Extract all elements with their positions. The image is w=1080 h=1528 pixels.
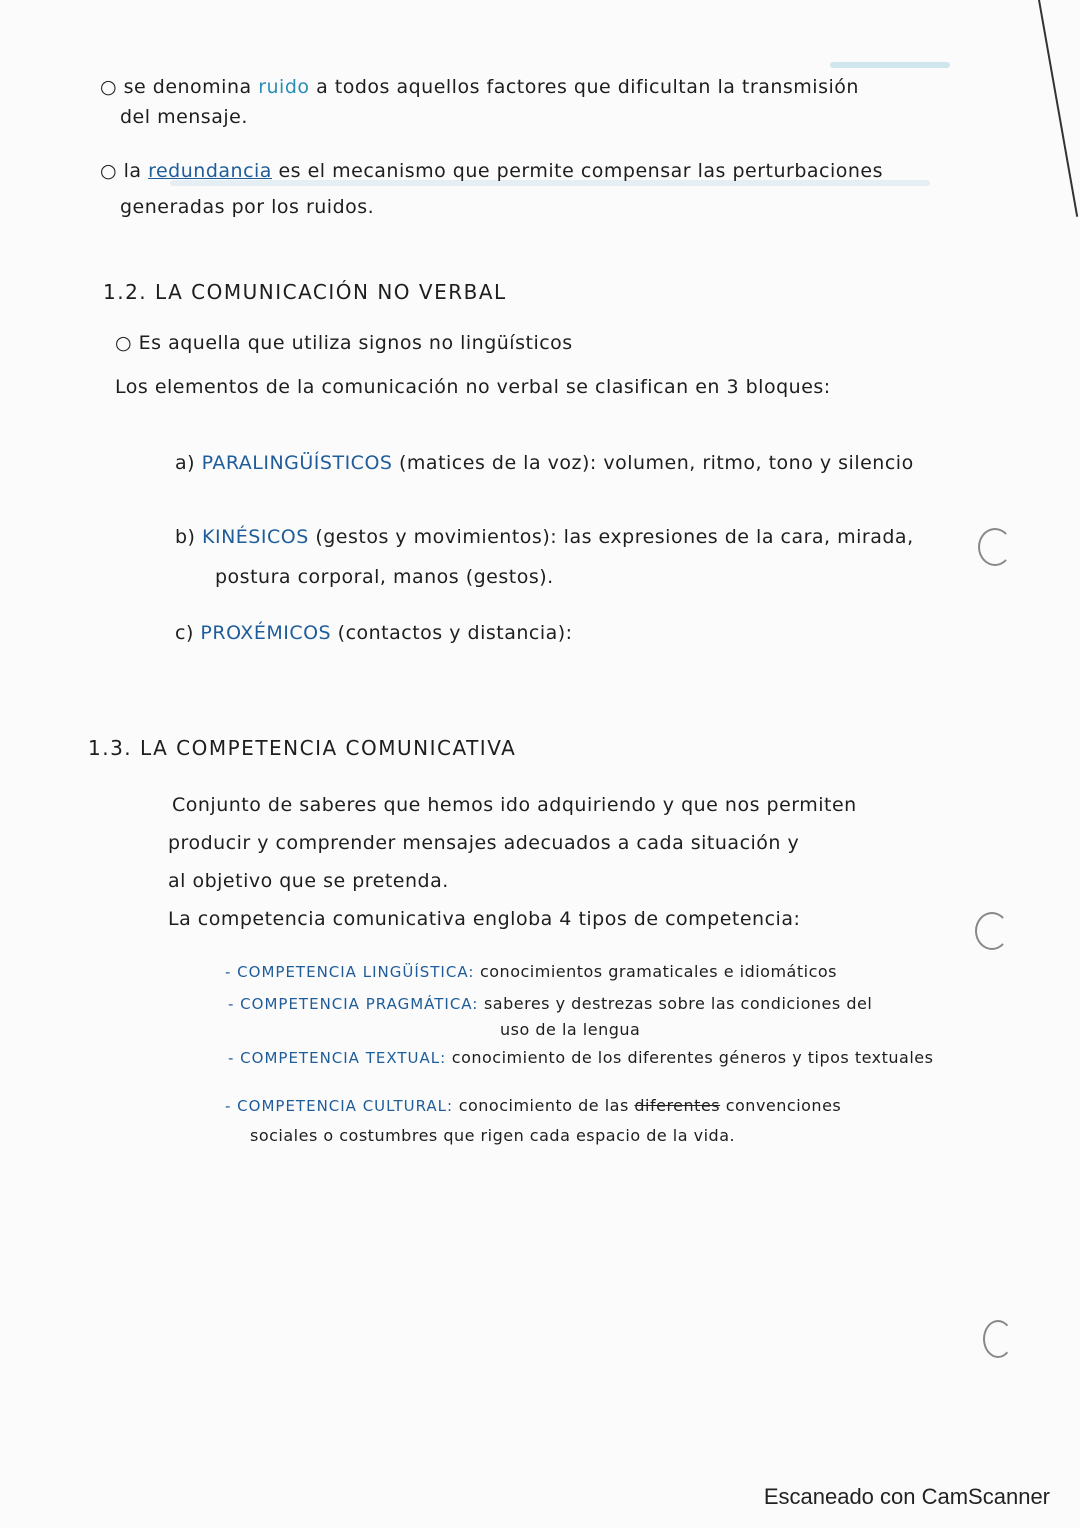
note-ruido-cont: del mensaje. <box>120 106 248 128</box>
text: (contactos y distancia): <box>337 622 573 644</box>
para-line: Conjunto de saberes que hemos ido adquiriendo y que nos permiten <box>172 794 857 816</box>
text: es el mecanismo que permite compensar las perturbaciones <box>278 160 883 182</box>
bleed-through <box>830 62 950 68</box>
item-b <box>175 526 914 548</box>
competencia-linguistica <box>225 962 837 981</box>
competencia-pragmatica-cont: uso de la lengua <box>500 1020 641 1039</box>
struck-text: diferentes <box>634 1096 721 1115</box>
section-title-1-2: 1.2. LA COMUNICACIÓN NO VERBAL <box>103 280 507 304</box>
para-line: producir y comprender mensajes adecuados a cada situación y <box>168 832 800 854</box>
text: conocimiento de las <box>458 1096 629 1115</box>
text: Es aquella que utiliza signos no lingüísticos <box>138 332 573 354</box>
bullet: ○ Es aquella que utiliza signos no lingüísticos <box>115 332 573 354</box>
term: - COMPETENCIA CULTURAL: <box>225 1097 454 1115</box>
term: - COMPETENCIA LINGÜÍSTICA: <box>225 963 475 981</box>
section-title-1-3: 1.3. LA COMPETENCIA COMUNICATIVA <box>88 736 517 760</box>
item-b-cont: postura corporal, manos (gestos). <box>215 566 554 588</box>
text: a todos aquellos factores que dificultan la transmisión <box>316 76 859 98</box>
text: se denomina <box>123 76 252 98</box>
competencia-pragmatica <box>228 994 872 1013</box>
para-line: al objetivo que se pretenda. <box>168 870 449 892</box>
intro: Los elementos de la comunicación no verbal se clasifican en 3 bloques: <box>115 376 831 398</box>
scanner-watermark: Escaneado con CamScanner <box>763 1484 1050 1509</box>
text: conocimiento de los diferentes géneros y tipos textuales <box>451 1048 934 1067</box>
letter: a) <box>175 452 196 474</box>
text: la <box>123 160 142 182</box>
competencia-textual <box>228 1048 933 1067</box>
text: conocimientos gramaticales e idiomáticos <box>479 962 837 981</box>
competencia-cultural <box>225 1096 841 1115</box>
note-redundancia-cont: generadas por los ruidos. <box>120 196 375 218</box>
term: PROXÉMICOS <box>200 622 332 644</box>
binder-hole-mark <box>978 528 1012 566</box>
item-c <box>175 622 573 644</box>
term-redundancia: redundancia <box>148 160 272 182</box>
letter: c) <box>175 622 194 644</box>
binder-hole-mark <box>975 912 1009 950</box>
term: KINÉSICOS <box>202 526 309 548</box>
competencia-cultural-cont: sociales o costumbres que rigen cada espacio de la vida. <box>250 1126 736 1145</box>
text: (matices de la voz): volumen, ritmo, tono y silencio <box>399 452 914 474</box>
note-redundancia: ○ la redundancia es el mecanismo que permite compensar las perturbaciones <box>100 160 883 182</box>
term: - COMPETENCIA TEXTUAL: <box>228 1049 447 1067</box>
term: - COMPETENCIA PRAGMÁTICA: <box>228 995 479 1013</box>
engloba: La competencia comunicativa engloba 4 tipos de competencia: <box>168 908 801 930</box>
text: (gestos y movimientos): las expresiones de la cara, mirada, <box>315 526 914 548</box>
term: PARALINGÜÍSTICOS <box>201 452 393 474</box>
binder-hole-mark <box>983 1320 1013 1358</box>
paper-edge <box>1038 0 1078 217</box>
term-ruido: ruido <box>258 76 310 98</box>
item-a <box>175 452 914 474</box>
note-ruido: ○ se denomina ruido a todos aquellos factores que dificultan la transmisión <box>100 76 859 98</box>
text: convenciones <box>725 1096 842 1115</box>
letter: b) <box>175 526 196 548</box>
text: saberes y destrezas sobre las condiciones del <box>483 994 873 1013</box>
